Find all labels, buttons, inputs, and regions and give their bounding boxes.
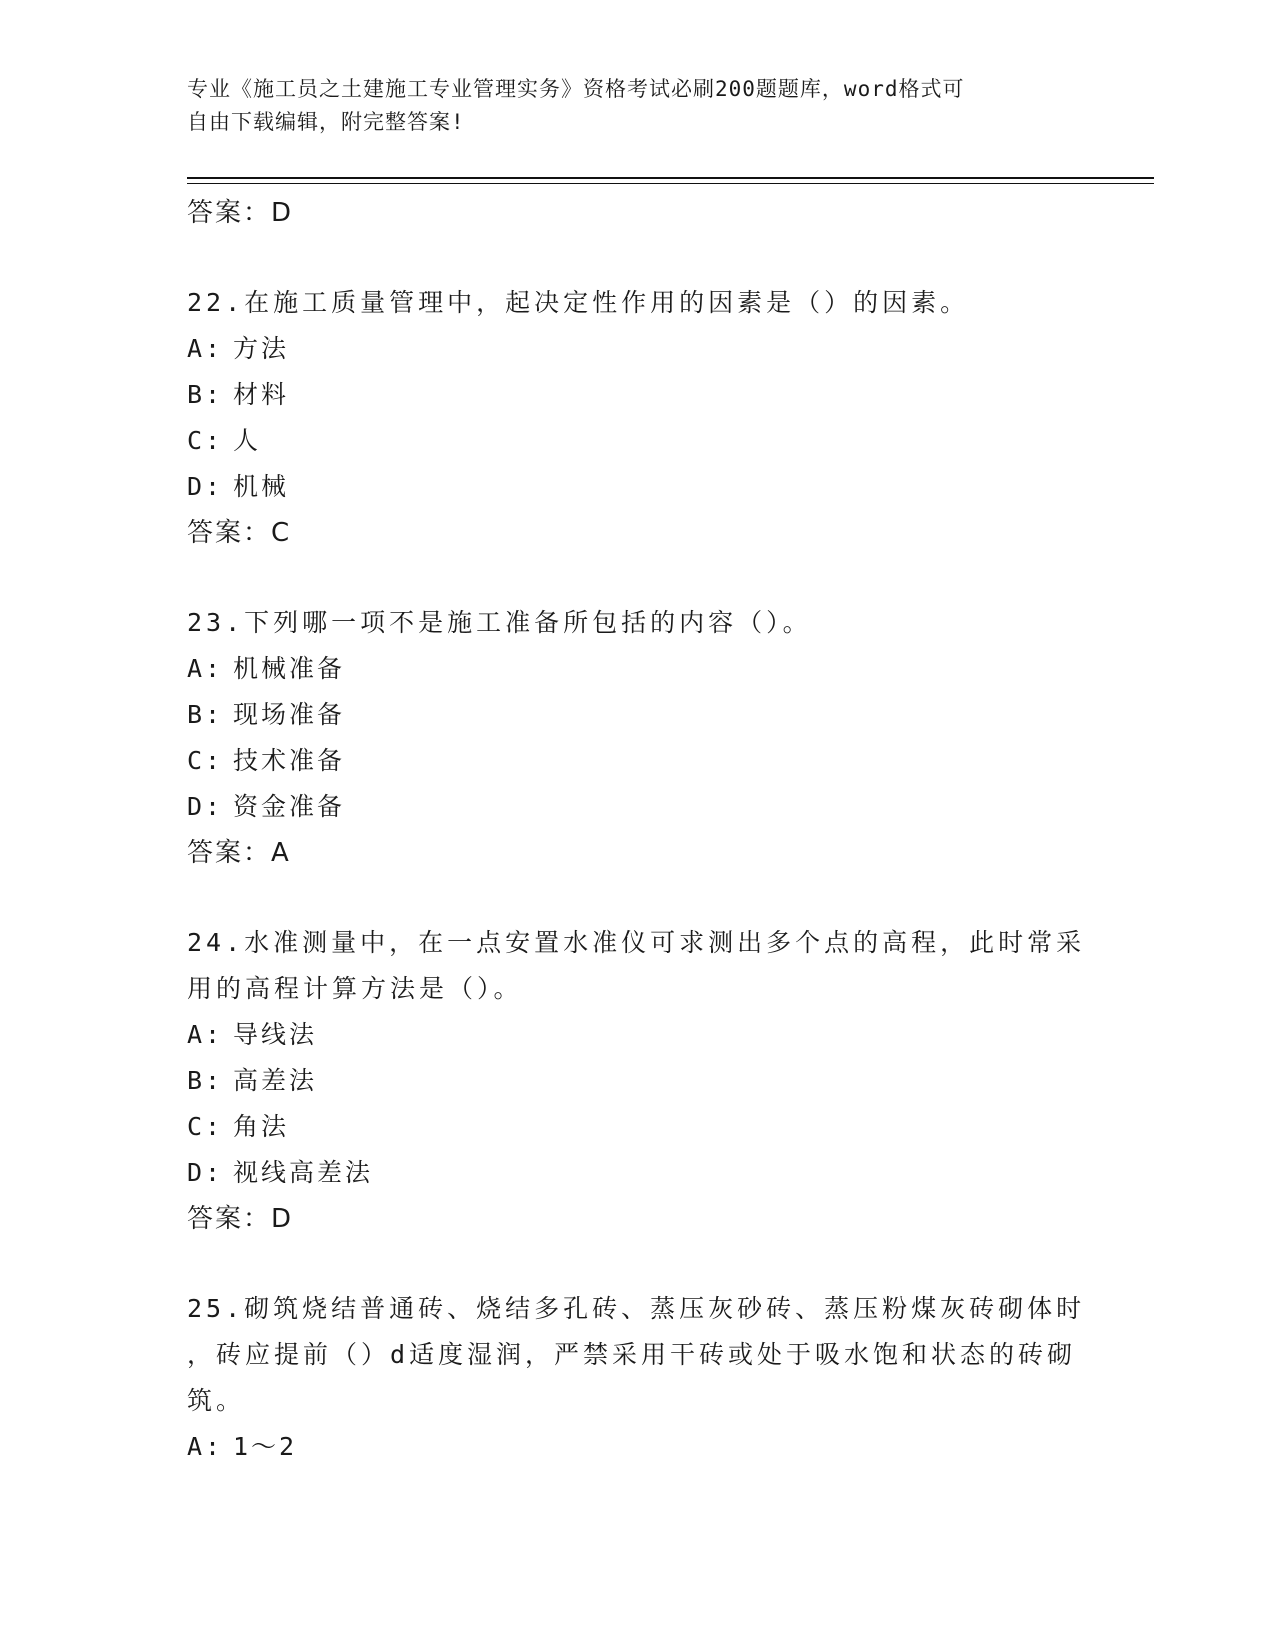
answer-line: 答案：A <box>187 838 291 868</box>
question-list <box>187 190 1087 1470</box>
option-text: 角法 <box>233 1112 290 1141</box>
option-b <box>187 692 1087 738</box>
option-key: A: <box>187 1432 224 1461</box>
option-b <box>187 372 1087 418</box>
option-key: A: <box>187 334 224 363</box>
question-text-line: 筑。 <box>187 1386 246 1415</box>
option-text: 材料 <box>233 380 290 409</box>
option-text: 机械准备 <box>233 654 346 683</box>
question-24 <box>187 920 1087 1012</box>
option-a <box>187 326 1087 372</box>
option-key: B: <box>187 1066 224 1095</box>
option-b <box>187 1058 1087 1104</box>
header-rule-thick <box>187 177 1154 179</box>
option-key: D: <box>187 472 224 501</box>
option-text: 技术准备 <box>233 746 346 775</box>
option-key: A: <box>187 1020 224 1049</box>
answer-line: 答案：D <box>187 1204 294 1234</box>
option-d <box>187 1150 1087 1196</box>
option-a <box>187 646 1087 692</box>
option-key: C: <box>187 426 224 455</box>
option-text: 1～2 <box>233 1432 298 1461</box>
question-text-line: ，砖应提前（）d适度湿润，严禁采用干砖或处于吸水饱和状态的砖砌 <box>187 1340 1077 1369</box>
option-text: 高差法 <box>233 1066 318 1095</box>
option-key: A: <box>187 654 224 683</box>
option-key: C: <box>187 746 224 775</box>
question-23 <box>187 600 1087 646</box>
question-22 <box>187 280 1087 326</box>
option-c <box>187 1104 1087 1150</box>
option-text: 方法 <box>233 334 290 363</box>
option-d <box>187 784 1087 830</box>
option-c <box>187 738 1087 784</box>
question-text-line: 25.砌筑烧结普通砖、烧结多孔砖、蒸压灰砂砖、蒸压粉煤灰砖砌体时 <box>187 1294 1086 1323</box>
option-a <box>187 1012 1087 1058</box>
option-key: D: <box>187 1158 224 1187</box>
header-rule-thin <box>187 183 1154 184</box>
question-25 <box>187 1286 1087 1424</box>
option-key: B: <box>187 700 224 729</box>
header-line-2: 自由下载编辑，附完整答案! <box>187 110 465 134</box>
option-text: 人 <box>233 426 262 455</box>
option-text: 视线高差法 <box>233 1158 374 1187</box>
question-text-line: 24.水准测量中，在一点安置水准仪可求测出多个点的高程，此时常采 <box>187 928 1086 957</box>
question-text-line: 22.在施工质量管理中，起决定性作用的因素是（）的因素。 <box>187 288 970 317</box>
document-header <box>187 73 1077 139</box>
option-text: 机械 <box>233 472 290 501</box>
option-text: 现场准备 <box>233 700 346 729</box>
answer-line: 答案：C <box>187 518 292 548</box>
option-text: 资金准备 <box>233 792 346 821</box>
option-key: D: <box>187 792 224 821</box>
option-c <box>187 418 1087 464</box>
option-a <box>187 1424 1087 1470</box>
header-line-1: 专业《施工员之土建施工专业管理实务》资格考试必刷200题题库，word格式可 <box>187 77 965 101</box>
option-key: C: <box>187 1112 224 1141</box>
question-text-line: 23.下列哪一项不是施工准备所包括的内容（）。 <box>187 608 812 637</box>
option-key: B: <box>187 380 224 409</box>
option-d <box>187 464 1087 510</box>
question-text-line: 用的高程计算方法是（）。 <box>187 974 523 1003</box>
option-text: 导线法 <box>233 1020 318 1049</box>
answer-line-previous: 答案：D <box>187 198 294 228</box>
